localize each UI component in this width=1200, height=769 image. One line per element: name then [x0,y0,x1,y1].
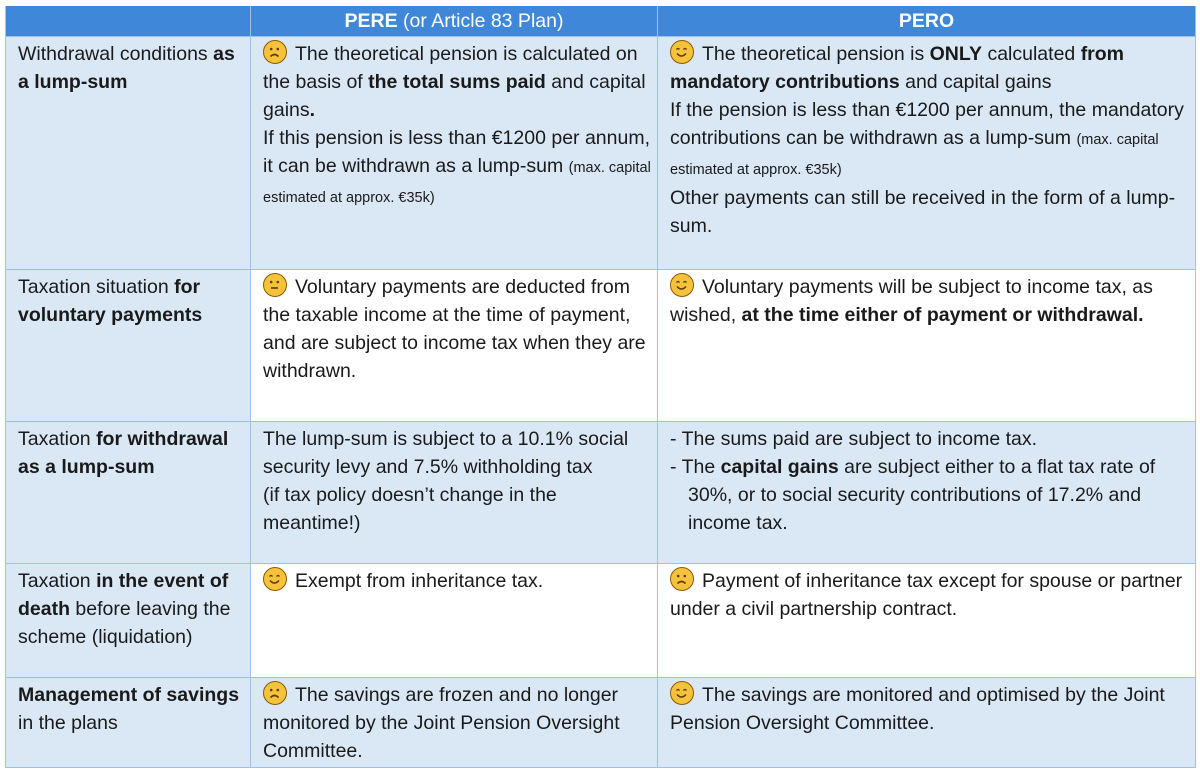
text-run: Taxation [18,570,97,592]
bold-text: the total sums paid [368,71,546,93]
text-run: The theoretical pension is calculated on the basis of [263,43,638,93]
pero-cell [658,270,1196,422]
row-label [6,564,251,678]
cell-paragraph [670,40,1189,96]
bold-text: for withdrawal as a lump-sum [18,428,229,478]
text-run: Other payments can still be received in the form of a lump-sum. [670,187,1176,237]
bold-text: capital gains [720,456,839,478]
pere-cell [251,678,658,768]
bold-text: ONLY [929,43,983,65]
cell-paragraph [670,681,1189,737]
text-run: The sums paid are subject to income tax. [681,428,1038,450]
cell-paragraph [263,567,651,595]
text-run: If the pension is less than €1200 per annum, the mandatory contributions can be withdrawn as a lump-sum [670,99,1184,149]
row-label [6,678,251,768]
text-run: Exempt from inheritance tax. [295,570,544,592]
row-voluntary-payments [6,270,1196,422]
header-pero: PERO [658,6,1196,37]
row-death-taxation [6,564,1196,678]
bold-text: in the event of death [18,570,229,620]
text-run: The [681,456,721,478]
pero-cell [658,678,1196,768]
text-run: are subject either to a flat tax rate of 30%, or to social security contributions of 17.2% and income tax. [688,456,1156,534]
cell-paragraph [263,124,651,212]
smile-face-icon [263,567,287,591]
pere-cell [251,564,658,678]
sad-face-icon [670,567,694,591]
pere-cell [251,270,658,422]
text-run: (if tax policy doesn’t change in the meantime!) [263,484,557,534]
cell-paragraph [670,273,1189,329]
text-run: The savings are monitored and optimised by the Joint Pension Oversight Committee. [670,684,1165,734]
cell-paragraph [670,567,1189,623]
smile-face-icon [670,40,694,64]
cell-paragraph [670,96,1189,184]
row-savings-management [6,678,1196,768]
smile-face-icon [670,681,694,705]
header-empty-cell [6,6,251,37]
bullet-list [670,425,1189,537]
text-run: The theoretical pension is [702,43,930,65]
row-label [6,37,251,270]
bold-text: for voluntary payments [18,276,203,326]
cell-paragraph [263,40,651,124]
text-run: and capital gains [899,71,1052,93]
cell-paragraph [263,681,651,765]
text-run: in the plans [18,712,118,734]
bold-text: . [309,99,316,121]
sad-face-icon [263,681,287,705]
cell-paragraph [263,425,651,481]
cell-paragraph [263,481,651,537]
list-item [670,453,1189,537]
sad-face-icon [263,40,287,64]
bold-text: at the time either of payment or withdrawal. [741,304,1144,326]
text-run: (max. capital estimated at approx. €35k) [670,132,1159,178]
text-run: The savings are frozen and no longer monitored by the Joint Pension Oversight Committee. [263,684,620,762]
text-run: Withdrawal conditions [18,43,214,65]
row-label [6,422,251,564]
pere-cell [251,37,658,270]
pero-cell [658,37,1196,270]
cell-paragraph [263,273,651,385]
text-run: Payment of inheritance tax except for spouse or partner under a civil partnership contract. [670,570,1183,620]
neutral-face-icon [263,273,287,297]
pere-cell [251,422,658,564]
pero-cell [658,564,1196,678]
bold-text: Management of savings [18,684,240,706]
text-run: Taxation [18,428,97,450]
text-run: calculated [982,43,1081,65]
header-pere: PERE (or Article 83 Plan) [251,6,658,37]
row-lump-sum-taxation [6,422,1196,564]
pero-cell [658,422,1196,564]
bold-text: from mandatory contributions [670,43,1125,93]
list-item [670,425,1189,453]
header-row [6,6,1196,37]
cell-paragraph [670,184,1189,240]
row-label [6,270,251,422]
text-run: and capital gains [263,71,646,121]
text-run: The lump-sum is subject to a 10.1% social security levy and 7.5% withholding tax [263,428,629,478]
text-run: Voluntary payments are deducted from the taxable income at the time of payment, and are subject to income tax when they are withdrawn. [263,276,646,382]
text-run: before leaving the scheme (liquidation) [18,598,231,648]
pere-pero-comparison-table [5,6,1196,768]
text-run: Voluntary payments will be subject to income tax, as wished, [670,276,1153,326]
bold-text: as a lump-sum [18,43,235,93]
text-run: Taxation situation [18,276,175,298]
text-run: If this pension is less than €1200 per annum, it can be withdrawn as a lump-sum [263,127,650,177]
row-withdrawal-conditions [6,37,1196,270]
smile-face-icon [670,273,694,297]
text-run: (max. capital estimated at approx. €35k) [263,160,651,206]
